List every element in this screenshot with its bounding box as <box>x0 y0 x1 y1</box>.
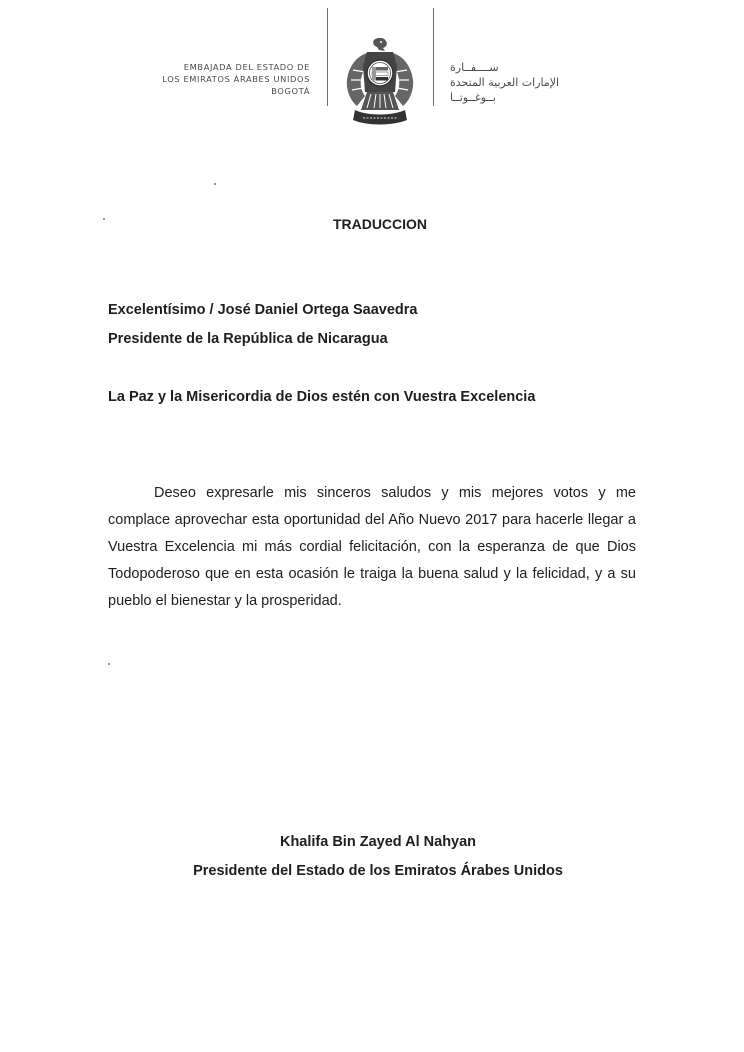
signature-name: Khalifa Bin Zayed Al Nahyan <box>279 834 477 850</box>
letterhead-line: EMBAJADA DEL ESTADO DE <box>183 62 310 72</box>
letterhead-line: BOGOTÁ <box>271 86 310 97</box>
stray-mark <box>103 218 105 220</box>
letterhead-divider-left <box>327 8 328 106</box>
letterhead-line: بــوغــوتــا <box>450 91 496 104</box>
greeting: La Paz y la Misericordia de Dios estén con Vuestra Excelencia <box>108 389 536 405</box>
letterhead-line: الإمارات العربية المتحدة <box>450 76 560 89</box>
letterhead-arabic <box>450 60 559 105</box>
letterhead-divider-right <box>433 8 434 106</box>
stray-mark <box>108 663 110 665</box>
letterhead-spanish <box>162 61 310 98</box>
letterhead-line: LOS EMIRATOS ÁRABES UNIDOS <box>162 74 310 85</box>
stray-mark <box>214 183 216 185</box>
addressee-name: Excelentísimo / José Daniel Ortega Saavedra <box>108 302 418 318</box>
letter-body: Deseo expresarle mis sinceros saludos y mis mejores votos y me complace aprovechar esta oportunidad del Año Nuevo 2017 para hacerle llegar a Vuestra Excelencia mi más cordial felicitación, con la esperanza de que Dios Todopoderoso que en esta ocasión le traiga la buena salud y la felicidad, y a su pueblo el bienestar y la prosperidad. <box>108 485 636 609</box>
signature-title: Presidente del Estado de los Emiratos Árabes Unidos <box>193 863 563 879</box>
letterhead-line: ســــفــارة <box>450 61 499 74</box>
uae-emblem-icon <box>341 36 419 128</box>
document-title: TRADUCCION <box>332 216 428 232</box>
addressee-title: Presidente de la República de Nicaragua <box>108 331 388 347</box>
